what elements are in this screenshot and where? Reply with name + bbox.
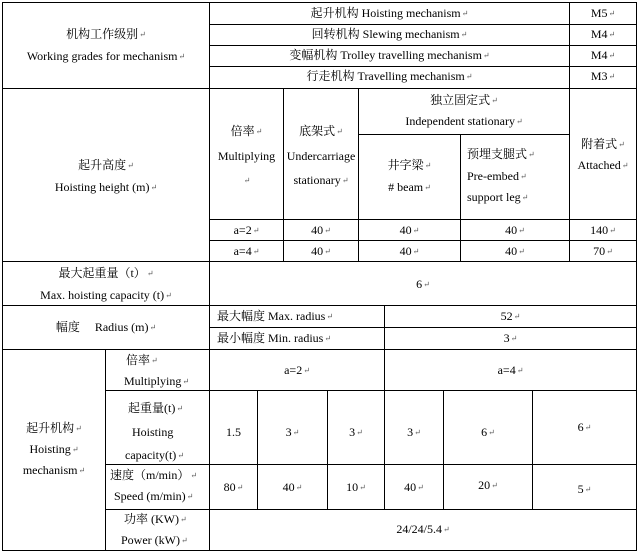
- height-row-embed: 40↵: [505, 244, 525, 258]
- divider: [358, 134, 570, 135]
- table-border-bottom: [2, 550, 637, 551]
- grade-row-value: M5↵: [590, 6, 616, 20]
- hoisting-label-cn: 起升机构↵: [26, 421, 82, 435]
- embed-label-en2: support leg↵: [467, 190, 529, 204]
- divider: [209, 66, 637, 67]
- height-label-cn: 起升高度↵: [78, 158, 134, 172]
- hoist-power-cn: 功率 (KW)↵: [124, 512, 187, 526]
- attached-label-cn: 附着式↵: [581, 137, 625, 151]
- capacity-label-en: Max. hoisting capacity (t)↵: [40, 288, 172, 302]
- height-row-rate: a=4↵: [233, 244, 260, 258]
- hoisting-label-en1: Hoisting↵: [29, 442, 79, 456]
- divider: [105, 349, 106, 551]
- grade-row-mech: 起升机构 Hoisting mechanism↵: [310, 6, 469, 20]
- divider: [105, 464, 637, 465]
- divider-radius-hoisting: [2, 349, 637, 350]
- hoist-load-value: 3↵: [349, 425, 363, 439]
- height-row-attached: 140↵: [590, 223, 616, 237]
- divider: [460, 134, 461, 262]
- height-row-beam: 40↵: [399, 223, 420, 237]
- hoist-speed-cn: 速度（m/min）↵: [110, 468, 198, 482]
- grade-row-value: M3↵: [590, 69, 616, 83]
- height-rate-blank: ↵: [243, 176, 251, 185]
- beam-label-en: # beam↵: [388, 180, 431, 194]
- embed-label-en1: Pre-embed↵: [467, 169, 527, 183]
- min-radius-value: 3↵: [503, 331, 518, 345]
- height-row-beam: 40↵: [399, 244, 420, 258]
- grades-label-en: Working grades for mechanism↵: [26, 49, 186, 63]
- divider-grades-height: [2, 88, 637, 89]
- grade-row-value: M4↵: [590, 27, 616, 41]
- attached-label-en: Attached↵: [577, 158, 629, 172]
- capacity-label-cn: 最大起重量（t）↵: [58, 266, 154, 280]
- hoist-speed-en: Speed (m/min)↵: [114, 489, 194, 503]
- divider: [209, 45, 637, 46]
- hoist-load-value: 6↵: [481, 425, 495, 439]
- max-radius-label: 最大幅度 Max. radius↵: [217, 309, 334, 323]
- under-label-en2: stationary↵: [293, 173, 349, 187]
- hoist-rate-a2: a=2↵: [284, 363, 310, 377]
- grade-row-value: M4↵: [590, 48, 616, 62]
- grades-label-cn: 机构工作级别↵: [66, 27, 146, 41]
- divider: [209, 349, 210, 551]
- capacity-value: 6↵: [416, 277, 430, 291]
- hoist-speed-value: 5↵: [577, 482, 592, 496]
- hoist-rate-en: Multiplying↵: [124, 374, 190, 388]
- grade-row-mech: 回转机构 Slewing mechanism↵: [311, 27, 468, 41]
- hoist-rate-cn: 倍率↵: [126, 353, 158, 367]
- hoist-speed-value: 80↵: [223, 480, 244, 494]
- indep-label-cn: 独立固定式↵: [430, 93, 498, 107]
- indep-label-en: Independent stationary↵: [405, 114, 523, 128]
- table-border-right: [636, 2, 637, 551]
- divider: [209, 327, 637, 328]
- hoist-load-en2: capacity(t)↵: [125, 448, 185, 462]
- height-row-under: 40↵: [311, 244, 331, 258]
- hoist-load-en1: Hoisting: [132, 425, 174, 439]
- radius-label: 幅度 Radius (m)↵: [55, 320, 157, 334]
- divider-capacity-radius: [2, 305, 637, 306]
- height-row-rate: a=2↵: [233, 223, 260, 237]
- min-radius-label: 最小幅度 Min. radius↵: [217, 331, 332, 345]
- divider: [105, 509, 637, 510]
- hoist-load-value: 1.5: [226, 425, 241, 439]
- hoist-load-value: 6↵: [577, 420, 592, 434]
- max-radius-value: 52↵: [500, 309, 521, 323]
- height-label-en: Hoisting height (m)↵: [54, 180, 158, 194]
- under-label-cn: 底架式↵: [299, 124, 343, 138]
- under-label-en1: Undercarriage: [286, 149, 356, 163]
- divider: [209, 240, 637, 241]
- hoist-rate-a4: a=4↵: [497, 363, 524, 377]
- height-rate-en: Multiplying: [217, 149, 276, 163]
- height-row-under: 40↵: [311, 223, 331, 237]
- hoist-load-value: 3↵: [285, 425, 300, 439]
- divider: [209, 219, 637, 220]
- table-border-top: [2, 2, 637, 3]
- divider: [209, 24, 637, 25]
- height-rate-cn: 倍率↵: [230, 124, 263, 138]
- hoist-power-value: 24/24/5.4↵: [396, 522, 450, 536]
- hoist-speed-value: 20↵: [478, 478, 498, 492]
- hoist-speed-value: 40↵: [404, 480, 424, 494]
- divider-height-capacity: [2, 261, 637, 262]
- hoisting-label-en2: mechanism↵: [22, 463, 86, 477]
- hoist-load-value: 3↵: [407, 425, 421, 439]
- height-row-embed: 40↵: [505, 223, 525, 237]
- hoist-power-en: Power (kW)↵: [121, 533, 188, 547]
- hoist-speed-value: 40↵: [282, 480, 303, 494]
- hoist-speed-value: 10↵: [346, 480, 366, 494]
- embed-label-cn: 预埋支腿式↵: [467, 147, 535, 161]
- grade-row-mech: 变幅机构 Trolley travelling mechanism↵: [289, 48, 490, 62]
- height-row-attached: 70↵: [593, 244, 613, 258]
- grade-row-mech: 行走机构 Travelling mechanism↵: [306, 69, 473, 83]
- divider: [105, 390, 637, 391]
- beam-label-cn: 井字梁↵: [387, 158, 432, 172]
- hoist-load-cn: 起重量(t)↵: [128, 401, 184, 415]
